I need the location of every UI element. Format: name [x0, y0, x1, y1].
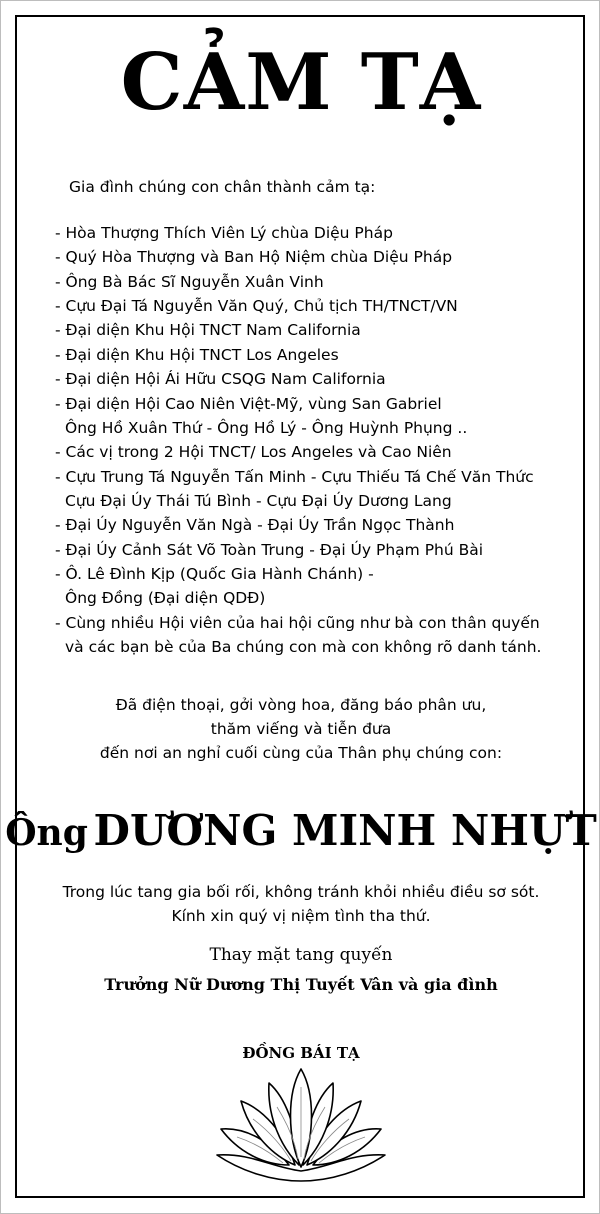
list-item: - Đại diện Khu Hội TNCT Los Angeles: [55, 345, 339, 364]
list-item: - Các vị trong 2 Hội TNCT/ Los Angeles và Cao Niên: [55, 443, 452, 462]
gratitude-line: thăm viếng và tiễn đưa: [210, 720, 392, 738]
intro-text: Gia đình chúng con chân thành cảm tạ:: [69, 178, 376, 196]
list-item: Cựu Đại Úy Thái Tú Bình - Cựu Đại Úy Dương Lang: [65, 491, 452, 510]
apology-line: Trong lúc tang gia bối rối, không tránh khỏi nhiều điều sơ sót.: [62, 883, 540, 901]
bow-text: ĐỒNG BÁI TẠ: [242, 1044, 360, 1062]
list-item: - Quý Hòa Thượng và Ban Hộ Niệm chùa Diệu Pháp: [55, 248, 453, 267]
list-item: - Đại Úy Cảnh Sát Võ Toàn Trung - Đại Úy Phạm Phú Bài: [55, 540, 484, 559]
list-item: - Đại Úy Nguyễn Văn Ngà - Đại Úy Trần Ngọc Thành: [55, 516, 455, 535]
acknowledgement-list: [55, 221, 541, 659]
list-item: - Cựu Đại Tá Nguyễn Văn Quý, Chủ tịch TH/TNCT/VN: [55, 297, 458, 316]
honoree-prefix: Ông: [5, 812, 88, 854]
list-item: và các bạn bè của Ba chúng con mà con không rõ danh tánh.: [65, 638, 542, 657]
gratitude-paragraph: [1, 693, 600, 765]
list-item: - Ông Bà Bác Sĩ Nguyễn Xuân Vinh: [55, 272, 324, 291]
notice-title: CẢM TẠ: [120, 37, 482, 128]
honoree-fullname: DƯƠNG MINH NHỰT: [93, 806, 597, 855]
signer-name: Trưởng Nữ Dương Thị Tuyết Vân và gia đình: [104, 975, 498, 994]
on-behalf-text: Thay mặt tang quyến: [209, 945, 393, 965]
list-item: - Đại diện Khu Hội TNCT Nam California: [55, 321, 361, 340]
gratitude-line: đến nơi an nghỉ cuối cùng của Thân phụ chúng con:: [99, 744, 503, 762]
list-item: - Cựu Trung Tá Nguyễn Tấn Minh - Cựu Thiếu Tá Chế Văn Thức: [55, 467, 534, 486]
list-item: Ông Đồng (Đại diện QDĐ): [65, 589, 266, 608]
list-item: - Cùng nhiều Hội viên của hai hội cũng như bà con thân quyến: [55, 613, 540, 632]
honoree-name: [1, 801, 600, 870]
apology-line: Kính xin quý vị niệm tình tha thứ.: [171, 907, 431, 925]
lotus-icon: [211, 1067, 391, 1183]
list-item: - Hòa Thượng Thích Viên Lý chùa Diệu Pháp: [55, 224, 393, 242]
list-item: Ông Hồ Xuân Thứ - Ông Hồ Lý - Ông Huỳnh Phụng ..: [65, 418, 468, 437]
gratitude-line: Đã điện thoại, gởi vòng hoa, đăng báo phân ưu,: [115, 696, 487, 714]
list-item: - Đại diện Hội Ái Hữu CSQG Nam California: [55, 370, 386, 389]
list-item: - Đại diện Hội Cao Niên Việt-Mỹ, vùng San Gabriel: [55, 394, 442, 413]
apology-paragraph: [1, 880, 600, 928]
list-item: - Ô. Lê Đình Kịp (Quốc Gia Hành Chánh) -: [55, 565, 374, 584]
